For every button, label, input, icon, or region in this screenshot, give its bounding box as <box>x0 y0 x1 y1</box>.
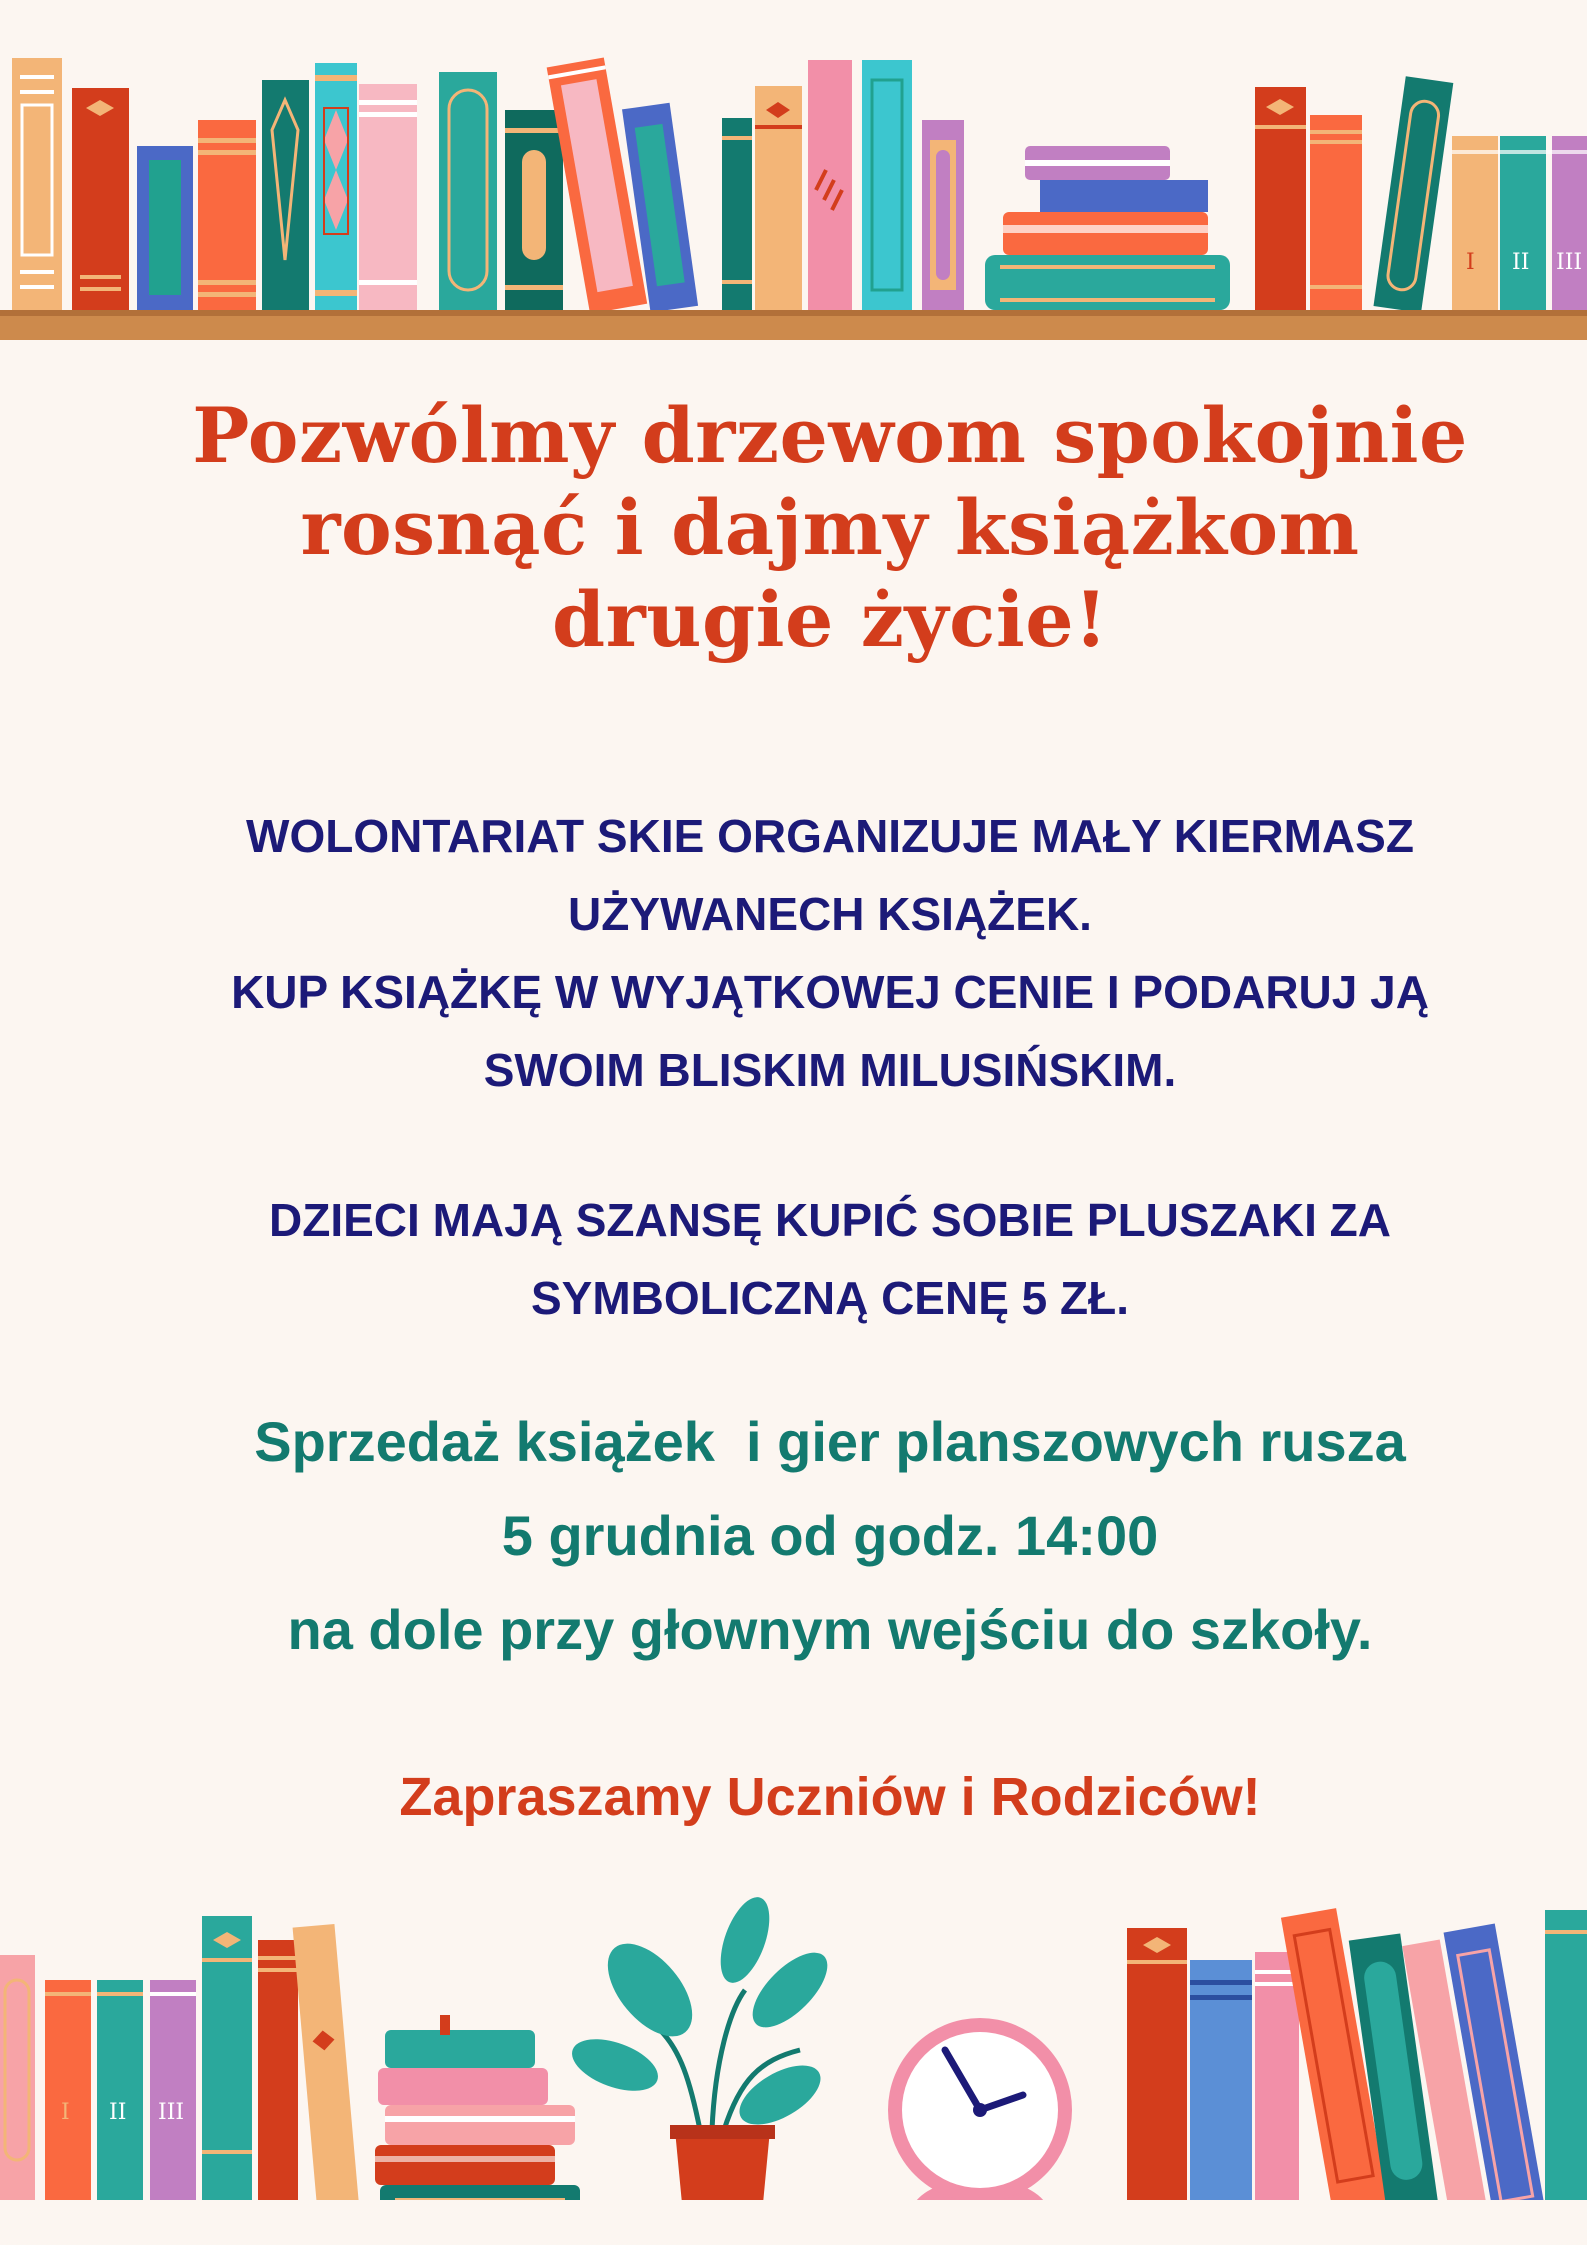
spine-numeral: III <box>1556 250 1583 275</box>
announcement-line: SWOIM BLISKIM MILUSIŃSKIM. <box>483 1044 1177 1096</box>
kids-offer <box>100 1181 1560 1337</box>
headline <box>100 390 1560 666</box>
spine-numeral: III <box>158 2100 185 2125</box>
announcement-line: WOLONTARIAT SKIE ORGANIZUJE MAŁY KIERMASZ <box>246 810 1414 862</box>
announcement <box>100 797 1560 1109</box>
spine-numeral: I <box>61 2100 70 2125</box>
kids-offer-line: DZIECI MAJĄ SZANSĘ KUPIĆ SOBIE PLUSZAKI ZA <box>269 1194 1391 1246</box>
announcement-line: UŻYWANECH KSIĄŻEK. <box>568 888 1092 940</box>
sale-info <box>100 1395 1560 1677</box>
sale-info-line: 5 grudnia od godz. 14:00 <box>501 1504 1159 1567</box>
announcement-line: KUP KSIĄŻKĘ W WYJĄTKOWEJ CENIE I PODARUJ JĄ <box>231 966 1429 1018</box>
sale-info-line: Sprzedaż książek i gier planszowych rusza <box>254 1410 1406 1473</box>
sale-info-line: na dole przy głownym wejściu do szkoły. <box>287 1598 1373 1661</box>
spine-numeral: II <box>1512 250 1530 275</box>
headline-line: rosnąć i dajmy książkom <box>300 483 1360 572</box>
spine-numeral: II <box>109 2100 127 2125</box>
invitation: Zapraszamy Uczniów i Rodziców! <box>399 1767 1261 1827</box>
headline-line: drugie życie! <box>552 575 1108 664</box>
headline-line: Pozwólmy drzewom spokojnie <box>192 391 1468 480</box>
bottom-bookshelf-illustration <box>0 1880 1587 2200</box>
spine-numeral: I <box>1466 250 1475 275</box>
top-bookshelf-illustration <box>0 0 1587 345</box>
kids-offer-line: SYMBOLICZNĄ CENĘ 5 ZŁ. <box>530 1272 1130 1324</box>
